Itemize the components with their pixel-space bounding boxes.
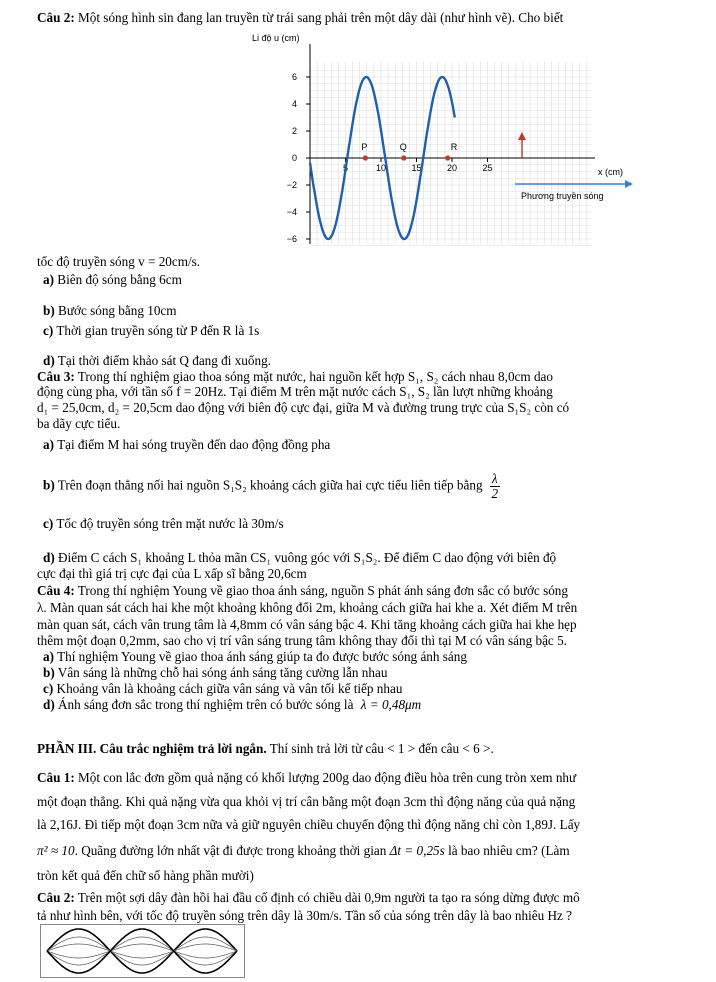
- point-marker: [401, 155, 406, 160]
- q3-item-c: c) Tốc độ truyền sóng trên mặt nước là 30m/s: [43, 516, 284, 531]
- p3q1-line2: một đoạn thẳng. Khi quả nặng vừa qua khỏi vị trí cân bằng một đoạn 3cm thì động năng của quả nặng: [37, 794, 576, 809]
- x-tick-label: 25: [482, 163, 493, 173]
- y-tick-label: 6: [291, 72, 297, 82]
- q2-label: Câu 2:: [37, 10, 75, 25]
- x-tick-label: 15: [411, 163, 422, 173]
- y-tick-label: −4: [286, 207, 297, 217]
- x-tick-label: 5: [342, 163, 349, 173]
- direction-arrow-head: [625, 180, 633, 188]
- q3-line4: ba dãy cực tiểu.: [37, 416, 121, 431]
- graph-grid: [310, 62, 592, 246]
- q3-line1: Câu 3: Trong thí nghiệm giao thoa sóng mặt nước, hai nguồn kết hợp S₁, S₂ cách nhau 8,0cm dao: [37, 369, 553, 384]
- p3q1-line3: là 2,16J. Đi tiếp một đoạn 3cm nữa và giữ nguyên chiều chuyển động thì động năng chỉ còn 1,89J. Lấy: [37, 817, 581, 832]
- q2-intro: [37, 10, 563, 25]
- q4-line4: thêm một đoạn 0,2mm, sao cho vị trí vân sáng trung tâm không thay đổi thì tại M có vân sáng bậc 5.: [37, 633, 567, 648]
- point-marker: [363, 155, 368, 160]
- lambda-formula: λ = 0,48μm: [360, 697, 422, 712]
- p3q1-line1: Câu 1: Một con lắc đơn gồm quả nặng có khối lượng 200g dao động điều hòa trên cung tròn xem như: [37, 770, 577, 785]
- q2-item-d: d) Tại thời điểm khảo sát Q đang đi xuống.: [43, 353, 271, 368]
- q3-line2: động cùng pha, với tần số f = 20Hz. Tại điểm M trên mặt nước cách S₁, S₂ lần lượt những khoảng: [37, 384, 553, 399]
- q2-item-b: b) Bước sóng bằng 10cm: [43, 303, 177, 318]
- q4-item-d: d) Ánh sáng đơn sắc trong thí nghiệm trên có bước sóng là λ = 0,48μm: [43, 697, 422, 712]
- p3q1-line5: tròn kết quả đến chữ số hàng phần mười): [37, 868, 254, 883]
- point-marker: [445, 155, 450, 160]
- direction-label: Phương truyền sóng: [521, 191, 604, 201]
- q2-item-a: a) Biên độ sóng bằng 6cm: [43, 272, 182, 287]
- p3q1-line4: π² ≈ 10. Quãng đường lớn nhất vật đi được trong khoảng thời gian Δt = 0,25s là bao nhiêu cm? (Làm: [37, 843, 570, 858]
- p3q2-line2: tả như hình bên, với tốc độ truyền sóng trên dây là 30m/s. Tần số của sóng trên dây là bao nhiêu Hz ?: [37, 908, 573, 923]
- point-label: Q: [399, 142, 407, 152]
- p3q2-line1: Câu 2: Trên một sợi dây đàn hồi hai đầu cố định có chiều dài 0,9m người ta tạo ra sóng dừng được mô: [37, 890, 580, 905]
- velocity-arrow-head: [518, 132, 526, 140]
- q4-line3: màn quan sát, cách vân trung tâm là 4,8mm có vân sáng bậc 4. Khi tăng khoảng cách giữa hai khe hẹp: [37, 617, 577, 632]
- q2-item-c: c) Thời gian truyền sóng từ P đến R là 1s: [43, 323, 260, 338]
- y-tick-label: 2: [291, 126, 297, 136]
- point-label: R: [450, 142, 458, 152]
- q3-item-d2: cực đại thì giá trị cực đại của L xấp sĩ bằng 20,6cm: [37, 566, 307, 581]
- y-tick-label: −6: [286, 234, 297, 244]
- point-label: P: [361, 142, 368, 152]
- q3-item-d1: d) Điểm C cách S₁ khoảng L thỏa mãn CS₁ vuông góc với S₁S₂. Để điểm C dao động với biên độ: [43, 550, 557, 565]
- wave-graph: [250, 32, 640, 260]
- lambda-over-2: $\frac{\lambda}{2}$: [491, 471, 499, 501]
- y-tick-label: 0: [291, 153, 297, 163]
- q2-speed: tốc độ truyền sóng v = 20cm/s.: [37, 254, 201, 269]
- y-tick-label: 4: [291, 99, 297, 109]
- q3-line3: d₁ = 25,0cm, d₂ = 20,5cm dao động với biên độ cực đại, giữa M và đường trung trực của S₁S₂ còn có: [37, 400, 570, 415]
- q2-intro-text: Một sóng hình sin đang lan truyền từ trái sang phải trên một dây dài (như hình vẽ). Cho biết: [78, 10, 564, 25]
- y-axis-label: Li độ u (cm): [252, 33, 300, 43]
- x-axis-label: x (cm): [598, 167, 623, 177]
- q4-line2: λ. Màn quan sát cách hai khe một khoảng không đổi 2m, khoảng cách giữa hai khe a. Xét điểm M trên: [37, 600, 578, 615]
- q4-item-b: b) Vân sáng là những chỗ hai sóng ánh sáng tăng cường lẫn nhau: [43, 665, 388, 680]
- q3-item-a: a) Tại điểm M hai sóng truyền đến dao động đồng pha: [43, 437, 331, 452]
- part3-heading: PHẦN III. Câu trắc nghiệm trả lời ngắn. Thí sinh trả lời từ câu < 1 > đến câu < 6 >.: [37, 741, 494, 756]
- x-tick-label: 10: [375, 163, 387, 173]
- q4-item-c: c) Khoảng vân là khoảng cách giữa vân sáng và vân tối kế tiếp nhau: [43, 681, 403, 696]
- y-tick-label: −2: [286, 180, 297, 190]
- standing-wave-figure: [40, 924, 245, 978]
- q3-item-b: b) Trên đoạn thẳng nối hai nguồn S₁S₂ khoảng cách giữa hai cực tiểu liên tiếp bằng $\frac{\lambda}{2}$: [43, 471, 499, 501]
- q4-line1: Câu 4: Trong thí nghiệm Young về giao thoa ánh sáng, nguồn S phát ánh sáng đơn sắc có bước sóng: [37, 583, 568, 598]
- x-tick-label: 20: [446, 163, 458, 173]
- q4-item-a: a) Thí nghiệm Young về giao thoa ánh sáng giúp ta đo được bước sóng ánh sáng: [43, 649, 467, 664]
